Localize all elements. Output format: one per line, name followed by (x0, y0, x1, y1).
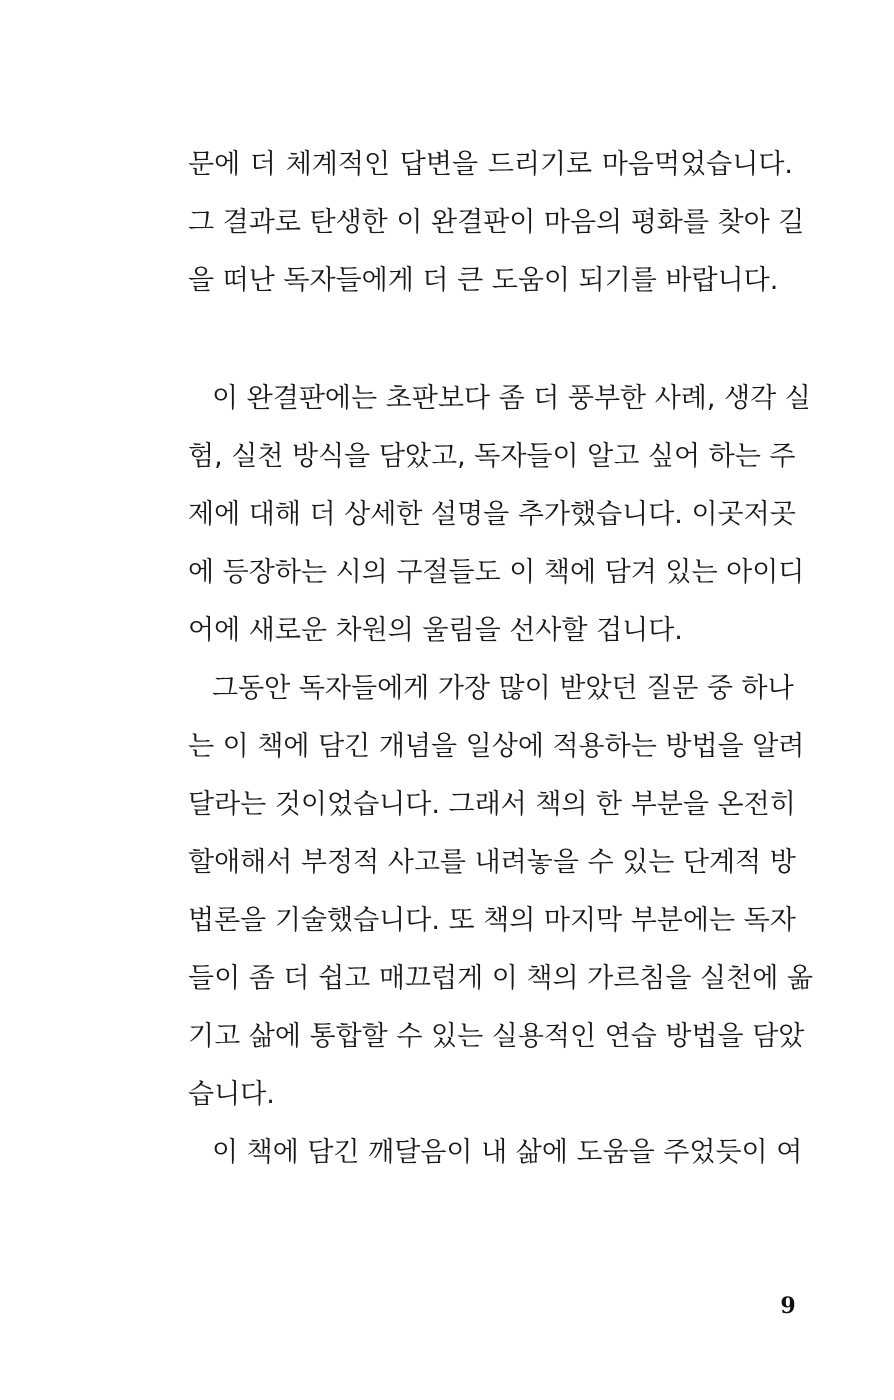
text-line: 제에 대해 더 상세한 설명을 추가했습니다. 이곳저곳 (188, 499, 796, 530)
text-line: 이 완결판에는 초판보다 좀 더 풍부한 사례, 생각 실 (212, 383, 811, 414)
text-line: 문에 더 체계적인 답변을 드리기로 마음먹었습니다. (188, 149, 793, 180)
text-line: 그 결과로 탄생한 이 완결판이 마음의 평화를 찾아 길 (188, 207, 805, 238)
text-line: 험, 실천 방식을 담았고, 독자들이 알고 싶어 하는 주 (188, 441, 796, 472)
text-line: 법론을 기술했습니다. 또 책의 마지막 부분에는 독자 (188, 905, 796, 936)
page-number: 9 (780, 1293, 796, 1319)
text-line: 그동안 독자들에게 가장 많이 받았던 질문 중 하나 (212, 673, 794, 704)
text-line: 할애해서 부정적 사고를 내려놓을 수 있는 단계적 방 (188, 847, 796, 878)
text-line: 기고 삶에 통합할 수 있는 실용적인 연습 방법을 담았 (188, 1021, 805, 1052)
text-line: 에 등장하는 시의 구절들도 이 책에 담겨 있는 아이디 (188, 557, 805, 588)
text-line: 을 떠난 독자들에게 더 큰 도움이 되기를 바랍니다. (188, 265, 779, 296)
text-line: 습니다. (188, 1079, 275, 1110)
text-line: 어에 새로운 차원의 울림을 선사할 겁니다. (188, 615, 683, 646)
text-line: 는 이 책에 담긴 개념을 일상에 적용하는 방법을 알려 (188, 731, 805, 762)
text-line: 이 책에 담긴 깨달음이 내 삶에 도움을 주었듯이 여 (212, 1137, 803, 1168)
text-line: 달라는 것이었습니다. 그래서 책의 한 부분을 온전히 (188, 789, 796, 820)
text-line: 들이 좀 더 쉽고 매끄럽게 이 책의 가르침을 실천에 옮 (188, 963, 813, 994)
